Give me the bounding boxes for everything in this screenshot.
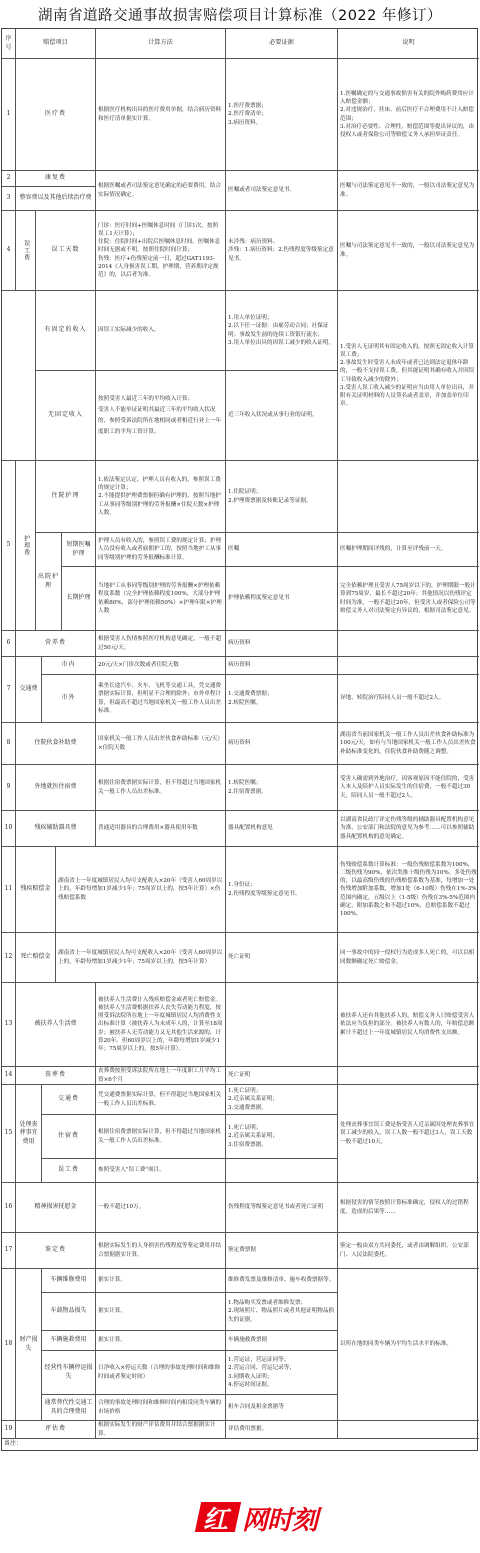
row-5b1-sub: 短期医嘱护理 [62, 533, 96, 567]
row-17-method: 根据实际发生的人身损害伤残程度等鉴定费用并结合票据据实计算。 [96, 1233, 226, 1269]
row-6-no: 6 [2, 631, 16, 657]
row-12-evidence: 死亡证明 [226, 933, 338, 983]
row-8-method: 国家机关一般工作人员出差伙食补助标准（元/天）×住院天数 [96, 723, 226, 765]
row-18a-evidence: 维修费发票及维修清单、施车收费票据等。 [226, 1269, 338, 1293]
row-17-item: 鉴定费 [16, 1233, 96, 1269]
header-note: 说明 [338, 29, 479, 59]
row-9-no: 9 [2, 765, 16, 811]
row-15-no: 15 [2, 1085, 16, 1183]
row-13-note: 被扶养人还有其他扶养人的，赔偿义务人只赔偿受害人依法应当负担的部分。被扶养人有数人的，年赔偿总额累计不超过上一年度城镇居民人均消费性支出额。 [338, 983, 479, 1067]
row-3-no: 3 [2, 187, 16, 211]
row-2-3-note: 医嘱与司法鉴定意见不一致的，一般以司法鉴定意见为准。 [338, 171, 479, 211]
row-5b2-sub: 长期护理 [62, 567, 96, 631]
row-14-note [338, 1067, 479, 1085]
logo-left-text: 红 [203, 1505, 229, 1534]
row-17-evidence: 鉴定费票据 [226, 1233, 338, 1269]
row-18c-method: 据实计算。 [96, 1331, 226, 1351]
row-5b-sub: 出院护理 [36, 533, 62, 631]
row-15b-evidence: 1.死亡证明； 2.近亲属关系证明； 3.住宿费票据。 [226, 1115, 338, 1159]
row-14-evidence: 死亡证明 [226, 1067, 338, 1085]
row-4-evidence: 未涉残：病历资料。 涉残：1.病历资料；2.伤残程度等级鉴定意见书。 [226, 211, 338, 291]
row-2-3-method: 根据医嘱或者司法鉴定意见确定的必要费用，结合实际情况确定。 [96, 171, 226, 211]
row-16-item: 精神损害抚慰金 [16, 1183, 96, 1233]
row-15-note: 处理丧葬事宜误工费是指受害人近亲属因处理丧葬事宜误工减少的收入，误工人数一般不超过3人，误工天数一般不超过10天。 [338, 1085, 479, 1183]
header-evidence: 必要证据 [226, 29, 338, 59]
row-19-method: 根据实际发生的财产评估费用并结合票据据实计算。 [96, 1421, 226, 1439]
row-7a-note [338, 657, 479, 675]
row-7b-sub: 市外 [42, 675, 96, 723]
row-9-method: 根据住宿费票据实际计算，但不得超过当地国家机关一般工作人员出差标准。 [96, 765, 226, 811]
row-4a-evidence: 1.用人单位证明； 2.以下任一证据：由雇劳动合同；社保证明；事故发生前的连续工资银行流水； 3.用人单位出具的因误工减少的收入证明。 [226, 291, 338, 371]
row-5b1-evidence: 医嘱 [226, 533, 338, 567]
row-4-method: 门诊：医疗时间+医嘱休息时间（门诊1次，按照误工1天计算）； 住院：住院时间+出院后医嘱休息时间。医嘱休息时间无据或不明，按照住院时间计算； 伤残：医疗+伤残鉴定前一日，超过GAT1193-2014《人身损害误工期、护理期、营养期评定规范》的，以后者为准。 [96, 211, 226, 291]
row-19-evidence: 评估费用票据。 [226, 1421, 338, 1439]
row-1-item: 医疗费 [16, 59, 96, 171]
row-18e-evidence: 租车合同及租金票据等 [226, 1395, 338, 1421]
row-10-note: 以湖南省民政厅评定伤残等级的辅助器具配置机构意见为准，公安部门和法院的意见为参考……可以参照辅助器具配置机构的意见确定。 [338, 811, 479, 847]
row-16-note: 根据侵害的情节按照计算标准确定，侵权人的过错程度、造成的后果等…… [338, 1183, 479, 1233]
row-9-note: 受害人确需到外地治疗，因客观原因不能住院的，受害人本人及陪护人员实际发生的住宿费，一般不超过30天，陪同人员一般不超过2人。 [338, 765, 479, 811]
row-16-no: 16 [2, 1183, 16, 1233]
document-title: 湖南省道路交通事故损害赔偿项目计算标准（2022 年修订） [37, 8, 442, 24]
row-5-item: 护理费 [16, 461, 36, 631]
row-13-evidence [226, 983, 338, 1067]
row-2-item: 康复费 [16, 171, 96, 187]
row-14-no: 14 [2, 1067, 16, 1085]
row-5b1-note: 医嘱护理期间评残的，计算至评残前一天。 [338, 533, 479, 567]
row-15a-method: 凭交通费票据实际计算，但不得超过当地国家机关一般工作人员出差标准。 [96, 1085, 226, 1115]
row-18c-evidence: 车辆施救费票据 [226, 1331, 338, 1351]
row-19-note [338, 1421, 479, 1439]
row-6-method: 根据受害人伤情参照医疗机构意见确定，一般不超过50元/天。 [96, 631, 226, 657]
row-13-method: 被扶养人生活费计入残疾赔偿金或者死亡赔偿金。被扶养人生活费根据扶养人丧失劳动能力程度，按照受诉法院所在地上一年度城镇居民人均消费性支出标准计算（被扶养人为未成年人的，计算至18周岁；被扶养人无劳动能力又无其他生活来源的，计算20年。但60周岁以上的，年龄每增加1岁减少1年；75周岁以上的，按5年计算）。 [96, 983, 226, 1067]
row-15b-sub: 住宿费 [42, 1115, 96, 1159]
row-4b-method: 按照受害人最近三年的平均收入计算； 受害人不能举证证明其最近三年的平均收入状况的，参照受诉法院所在地相同或者相近行业上一年度职工的平均工资计算。 [96, 371, 226, 461]
row-9-evidence: 1.转院医嘱； 2.住宿费票据。 [226, 765, 338, 811]
row-15c-sub: 误工费 [42, 1159, 96, 1183]
row-17-no: 17 [2, 1233, 16, 1269]
row-5b1-method: 护理人员有收入的，参照误工费的规定计算；护理人员没有收入或者雇佣护工的，按照当地护工从事同等级别护理的劳务报酬标准计算。 [96, 533, 226, 567]
row-18b-method: 据实计算。 [96, 1293, 226, 1331]
row-8-item: 住院伙食补助费 [16, 723, 96, 765]
row-11-method: 湖南省上一年度城镇居民人均可支配收入×20年（受害人60周岁以上的，年龄每增加1岁减少1年；75周岁以上的，按5年计算）×伤残赔偿系数 [56, 847, 226, 933]
row-18-note: 以所在地的同类车辆为平均生活水平的标准。 [338, 1269, 479, 1421]
row-5b2-method: 当地护工从事同等级别护理的劳务报酬×护理依赖程度系数（完全护理依赖程度100%，大部分护理依赖80%，部分护理依赖50%）×护理年限×护理人数 [96, 567, 226, 631]
row-18e-method: 合理的事故处理时间和维修时间内租赁同类车辆的市场价格 [96, 1395, 226, 1421]
row-15c-evidence [226, 1159, 338, 1183]
row-7-item: 交通费 [16, 657, 42, 723]
row-4-income-note: 1.受害人无证明其有固定收入的，按照无固定收入计算误工费； 2.事故发生时受害人未成年或者已达到法定退休年龄的，一般不支持误工费，但其能证明其确有收入并因误工导致收入减少的除外； 3.受害人误工收入减少的证明应当由用人单位出具，并附有关证明材料的人员签名或者盖章，并加盖单位印章。 [338, 291, 479, 461]
row-15b-method: 根据住宿费票据实际计算，但不得超过当地国家机关一般工作人员出差标准。 [96, 1115, 226, 1159]
row-19-no: 19 [2, 1421, 16, 1439]
row-13-no: 13 [2, 983, 16, 1067]
row-18b-sub: 车载物品损失 [42, 1293, 96, 1331]
row-7b-evidence: 1.交通费费票据； 2.转院医嘱。 [226, 675, 338, 723]
row-18a-method: 据实计算。 [96, 1269, 226, 1293]
row-2-no: 2 [2, 171, 16, 187]
row-15-item: 处理丧葬事宜费用 [16, 1085, 42, 1183]
row-5b2-evidence: 护理依赖程度鉴定意见书 [226, 567, 338, 631]
row-5a-method: 1.依法鉴定认定、护理人员有收入的，参照误工费的规定计算； 2.不能提供护理费票据但确有护理的，按照当地护工从事同等级别护理的劳务报酬×住院天数×护理人数。 [96, 461, 226, 533]
row-4b-evidence: 近三年收入状况或从事行业的证明。 [226, 371, 338, 461]
row-4-note: 医嘱与司法鉴定意见不一致的，一般以司法鉴定意见为准。 [338, 211, 479, 291]
row-18d-evidence: 1.营运证；营运证同等； 2.营运合同、营运记录等； 3.同期收入证明； 4.停运时间证据。 [226, 1351, 338, 1395]
row-13-item: 被扶养人生活费 [16, 983, 96, 1067]
row-11-item: 残疾赔偿金 [16, 847, 56, 933]
row-11-note: 伤残赔偿系数计算标准：一级伤残赔偿系数为100%，二级伤残为90%，依次类推十级伤残为10%。多处伤残的，以最高级伤残的伤残赔偿系数为基准，每增加一处伤残增加附加系数，增加1处（6-10级）伤残在1%-3%范围内确定，五级以上（1-5级）伤残在3%-5%范围内确定，附加系数之和不超过10%，总赔偿系数不超过100%。 [338, 847, 479, 933]
row-11-evidence: 1.身份证； 2.伤残程度等级鉴定意见书。 [226, 847, 338, 933]
row-18e-sub: 通常替代性交通工具的合理费用 [42, 1395, 96, 1421]
row-4a-sub: 有固定的收入 [36, 291, 96, 371]
row-4-no: 4 [2, 211, 16, 291]
row-4-income-spacer [2, 291, 36, 461]
row-7a-evidence: 病历资料 [226, 657, 338, 675]
row-14-item: 丧葬费 [16, 1067, 96, 1085]
row-7a-method: 20元/天×门诊次数或者住院天数 [96, 657, 226, 675]
row-10-no: 10 [2, 811, 16, 847]
row-15a-evidence: 1.死亡证明； 2.近亲属关系证明； 3.交通费票据。 [226, 1085, 338, 1115]
row-1-evidence: 1.医疗费票据； 2.医疗费清单； 3.病历资料。 [226, 59, 338, 171]
row-7-no: 7 [2, 657, 16, 723]
row-19-item: 评估费 [16, 1421, 96, 1439]
row-7b-note: 异地、转院治疗陪同人员一般不超过2人。 [338, 675, 479, 723]
row-18d-method: 日净收入×停运天数（合理的事故处理时间和维修时间或者鉴定时间） [96, 1351, 226, 1395]
row-6-item: 营养费 [16, 631, 96, 657]
header-method: 计算方法 [96, 29, 226, 59]
row-4a-method: 因误工实际减少的收入。 [96, 291, 226, 371]
row-11-no: 11 [2, 847, 16, 933]
row-2-3-evidence: 医嘱或者司法鉴定意见书。 [226, 171, 338, 211]
row-7a-sub: 市内 [42, 657, 96, 675]
row-8-evidence: 病历资料 [226, 723, 338, 765]
row-16-method: 一般不超过10万。 [96, 1183, 226, 1233]
row-4-sub: 误工天数 [36, 211, 96, 291]
row-4b-sub: 无固定收入 [36, 371, 96, 461]
row-1-method: 根据医疗机构出具的医疗费用单据，结合病历资料和医疗清单据实计算。 [96, 59, 226, 171]
row-6-evidence: 病历资料 [226, 631, 338, 657]
row-16-evidence: 伤残程度等级鉴定意见书或者死亡证明 [226, 1183, 338, 1233]
row-5a-sub: 住院护理 [36, 461, 96, 533]
row-18c-sub: 车辆施救费用 [42, 1331, 96, 1351]
row-12-no: 12 [2, 933, 16, 983]
row-8-note: 湖南省当前国家机关一般工作人员出差伙食补助标准为100元/天，如有与当地国家机关一般工作人员出差伙食补助标准变化的，住院伙食补助费随之调整。 [338, 723, 479, 765]
compensation-table [1, 28, 478, 1451]
row-5a-evidence: 1.住院证明； 2.护理费票据及转账记录等证据。 [226, 461, 338, 533]
row-4-item: 误工费 [16, 211, 36, 291]
row-10-method: 普通适用器具的合理费用×器具使用年数 [96, 811, 226, 847]
row-15a-sub: 交通费 [42, 1085, 96, 1115]
logo-right-text: 网时刻 [242, 1506, 318, 1536]
row-18-no: 18 [2, 1269, 16, 1421]
row-18a-sub: 车辆维修费用 [42, 1269, 96, 1293]
row-10-evidence: 器具配置机构意见 [226, 811, 338, 847]
row-10-item: 残疾辅助器具费 [16, 811, 96, 847]
remark: 备注： [4, 1440, 23, 1447]
row-8-no: 8 [2, 723, 16, 765]
row-18-item: 财产损失 [16, 1269, 42, 1421]
row-5b2-note: 完全依赖护理且受害人75周岁以下的，护理期限一般计算到75周岁，最长不超过20年；其他情况以伤残评定时间为准，一般不超过20年，但受害人或者保险公司等赔偿义务人对司法鉴定有异议的，根据司法鉴定意见。 [338, 567, 479, 631]
row-12-method: 湖南省上一年度城镇居民人均可支配收入×20年（受害人60周岁以上的，年龄每增加1岁减少1年；75周岁以上的，按5年计算） [56, 933, 226, 983]
row-9-item: 外地就医住宿费 [16, 765, 96, 811]
row-5-no: 5 [2, 461, 16, 631]
header-item: 赔偿项目 [16, 29, 96, 59]
watermark-logo [198, 1500, 318, 1540]
row-18b-evidence: 1.物品购买发票或者维修发票； 2.现场照片、物品照片或者其他证明物品损失的证据。 [226, 1293, 338, 1331]
row-12-note: 同一事故中的同一侵权行为造成多人死亡的，可以以相同数额确定死亡赔偿金。 [338, 933, 479, 983]
row-3-item: 整容费以及其他后续治疗费 [16, 187, 96, 211]
row-1-no: 1 [2, 59, 16, 171]
row-7b-method: 乘坐长途汽车、火车、飞机等交通工具，凭交通费票据实际计算，但明显不合理的除外；市外单程计算，但最高不超过当地国家机关一般工作人员出差标准。 [96, 675, 226, 723]
row-5a-note [338, 461, 479, 533]
row-14-method: 丧葬费按照受诉法院所在地上一年度职工月平均工资×6个月 [96, 1067, 226, 1085]
row-18d-sub: 经营性车辆停运损失 [42, 1351, 96, 1395]
row-15c-method: 参照受害人"误工费"项目。 [96, 1159, 226, 1183]
row-6-note [338, 631, 479, 657]
header-no: 序号 [2, 29, 16, 59]
row-1-note: 1.医嘱确定的与交通事故损害有关的院外购药费用应计入赔偿金额； 2.对违规治疗、挂床、前后医疗不合理费用不计入赔偿范围； 3.对治疗必要性、合理性，赔偿范围等提出异议的，由侵权人或者保险公司等赔偿义务人承担举证责任。 [338, 59, 479, 171]
row-17-note: 鉴定一般由双方共同委托，或者由调解组织、公安部门、人民法院委托。 [338, 1233, 479, 1269]
row-12-item: 死亡赔偿金 [16, 933, 56, 983]
